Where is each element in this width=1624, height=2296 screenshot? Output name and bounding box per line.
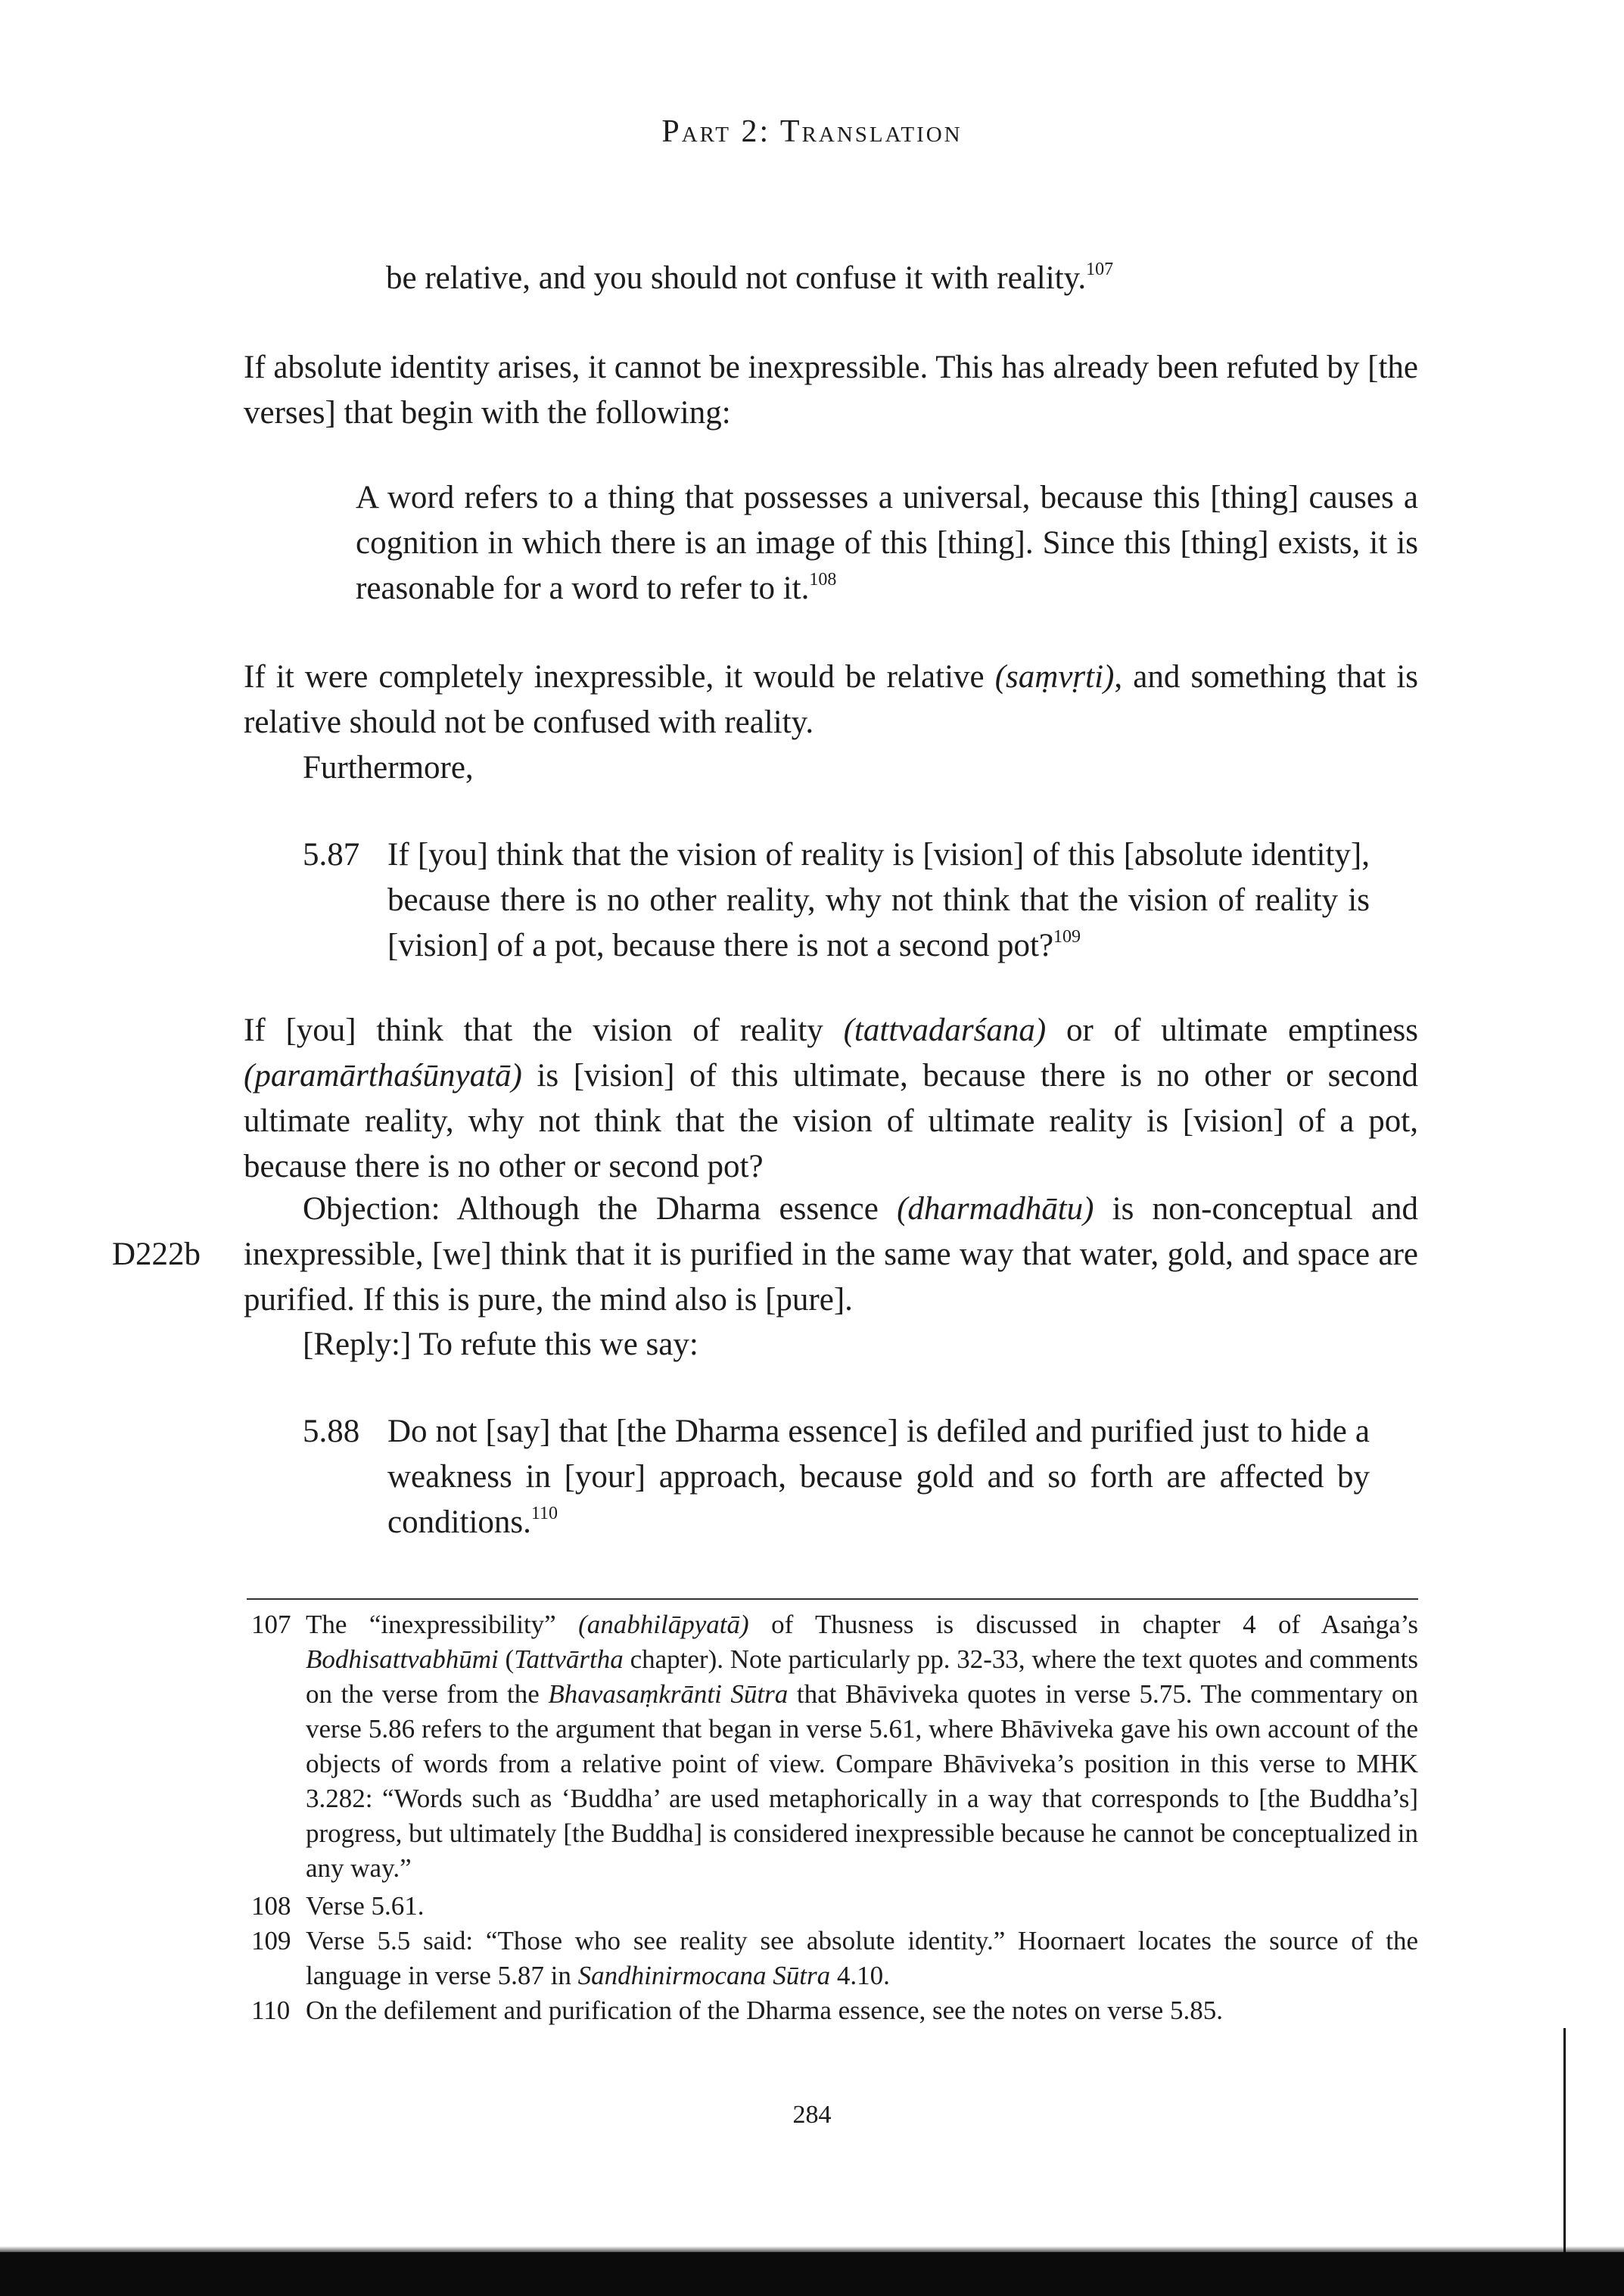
text-run: of Thusness is discussed in chapter 4 of Asaṅga’s: [748, 1610, 1418, 1639]
verse-number: 5.87: [303, 837, 360, 873]
text-run: Do not [say] that [the Dharma essence] is defiled and purified just to hide a weakness in [your] approach, because gold and so forth are affected by conditions.: [387, 1414, 1370, 1540]
paragraph-furthermore: Furthermore,: [303, 750, 474, 786]
footnote-number: 109: [251, 1926, 291, 1955]
footnote-text: On the defilement and purification of the Dharma essence, see the notes on verse 5.85.: [306, 1996, 1223, 2025]
page-number: 284: [792, 2101, 832, 2129]
footnote-ref-108[interactable]: 108: [809, 570, 837, 590]
paragraph-reply: [Reply:] To refute this we say:: [303, 1327, 698, 1362]
footnote-text: [306, 1924, 1418, 1993]
text-run: Objection: Although the Dharma essence: [303, 1191, 898, 1227]
term-paramarthasunyata: (paramārthaśūnyatā): [244, 1058, 522, 1094]
term-anabhilapyata: (anabhilāpyatā): [578, 1610, 749, 1639]
footnote-108: [251, 1889, 1418, 1924]
scan-edge-right: [1563, 2028, 1566, 2255]
verse-text: [387, 832, 1370, 969]
footnote-text: Verse 5.61.: [306, 1891, 425, 1921]
title-bhavasamkranti-sutra: Bhavasaṃkrānti Sūtra: [548, 1679, 789, 1709]
footnote-ref-107[interactable]: 107: [1086, 260, 1114, 279]
text-run: If [you] think that the vision of reality: [244, 1013, 844, 1048]
footnote-number: 110: [251, 1996, 291, 2025]
paragraph-inexpressible: [244, 655, 1418, 745]
paragraph-continuation: [386, 256, 1418, 301]
title-tattvartha: Tattvārtha: [514, 1644, 624, 1674]
term-dharmadhatu: (dharmadhātu): [897, 1191, 1094, 1227]
footnote-number: 107: [251, 1610, 291, 1639]
text-run: chapter). Note particularly pp. 32-33, where the text quotes and comments on the verse from the: [306, 1644, 1418, 1709]
verse-5-87: [303, 832, 1370, 969]
footnote-number: 108: [251, 1891, 291, 1921]
text-run: is non-conceptual and inexpressible, [we] think that it is purified in the same way that water, gold, and space are purified. If this is pure, the mind also is [pure].: [244, 1191, 1418, 1318]
paragraph-objection: [244, 1187, 1418, 1323]
verse-number: 5.88: [303, 1414, 360, 1449]
footnote-rule: [247, 1598, 1418, 1600]
title-sandhinirmocana-sutra: Sandhinirmocana Sūtra: [577, 1961, 831, 1990]
verse-5-88: [303, 1409, 1370, 1545]
text-run: If it were completely inexpressible, it would be relative: [244, 659, 995, 695]
footnote-109: [251, 1924, 1418, 1993]
text-run: 4.10.: [830, 1961, 890, 1990]
term-samvrti: (saṃvṛti): [994, 659, 1115, 695]
running-head: Part 2: Translation: [661, 114, 963, 149]
verse-text: [387, 1409, 1370, 1545]
block-quote: [356, 475, 1418, 611]
text-run: or of ultimate emptiness: [1046, 1013, 1418, 1048]
paragraph-refutation: If absolute identity arises, it cannot be inexpressible. This has already been refuted by [the verses] that begin with the following:: [244, 350, 1418, 431]
footnote-110: [251, 1993, 1418, 2028]
quote-text: A word refers to a thing that possesses a universal, because this [thing] causes a cognition in which there is an image of this [thing]. Since this [thing] exists, it is reasonable for a word to refer to it.: [356, 480, 1418, 606]
footnote-107: [251, 1607, 1418, 1887]
text-run: that Bhāviveka quotes in verse 5.75. The commentary on verse 5.86 refers to the argument that began in verse 5.61, where Bhāviveka gave his own account of the objects of words from a relative point of view. Compare Bhāviveka’s position in this verse to MHK 3.282: “Words such as ‘Buddha’ are used metaphorically in a way that corresponds to [the Buddha’s] progress, but ultimately [the Buddha] is considered inexpressible because he cannot be conceptualized in any way.”: [306, 1679, 1418, 1883]
margin-reference: D222b: [112, 1237, 201, 1272]
text-run: Verse 5.5 said: “Those who see reality see absolute identity.” Hoornaert locates the source of the language in verse 5.87 in: [306, 1926, 1418, 1990]
text-run: If [you] think that the vision of reality is [vision] of this [absolute identity], because there is no other reality, why not think that the vision of reality is [vision] of a pot, because there is not a second pot?: [387, 837, 1370, 963]
term-tattvadarsana: (tattvadarśana): [843, 1013, 1047, 1048]
paragraph-vision-reality: [244, 1008, 1418, 1190]
text-run: The “inexpressibility”: [306, 1610, 579, 1639]
text-run: , and something that is relative should not be confused with reality.: [244, 659, 1419, 740]
footnote-text: [306, 1607, 1418, 1886]
title-bodhisattvabhumi: Bodhisattvabhūmi: [306, 1644, 499, 1674]
footnote-ref-110[interactable]: 110: [530, 1504, 558, 1523]
paragraph-text: be relative, and you should not confuse it with reality.: [386, 260, 1087, 296]
footnote-ref-109[interactable]: 109: [1053, 927, 1081, 947]
scan-edge-bottom: [0, 2252, 1624, 2296]
text-run: (: [498, 1644, 515, 1674]
text-run: is [vision] of this ultimate, because there is no other or second ultimate reality, why not think that the vision of ultimate reality is [vision] of a pot, because there is no other or second pot?: [244, 1058, 1418, 1184]
